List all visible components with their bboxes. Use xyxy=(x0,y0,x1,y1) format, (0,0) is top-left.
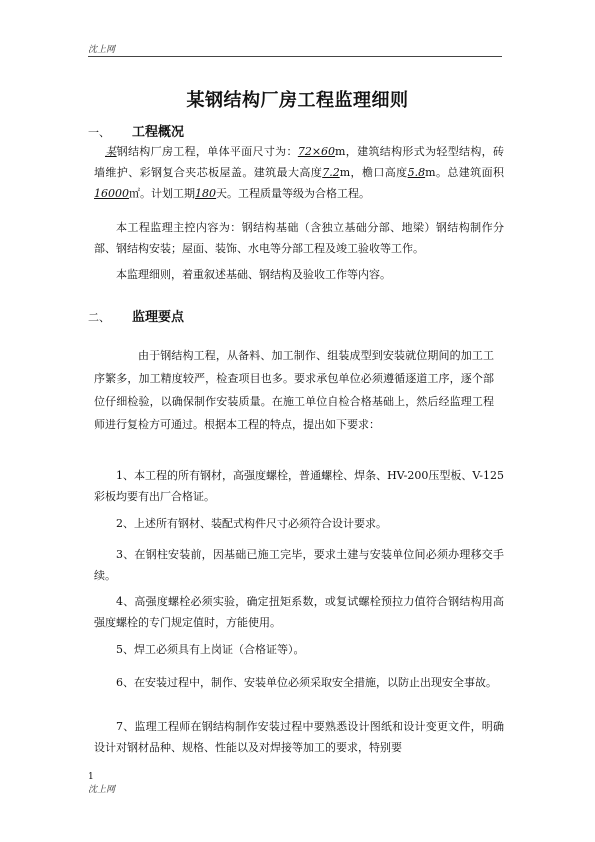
underlined-value: 16000 xyxy=(94,187,129,200)
section-number: 一、 xyxy=(88,126,110,139)
section-number: 二、 xyxy=(88,311,110,324)
page-number: 1 xyxy=(88,772,94,782)
underlined-value: 180 xyxy=(195,187,216,200)
header-rule xyxy=(88,56,502,57)
document-title: 某钢结构厂房工程监理细则 xyxy=(186,90,409,111)
page-header: 沈上网 xyxy=(88,45,116,55)
requirement-item: 4、高强度螺栓必须实验，确定扭矩系数，或复试螺栓预拉力值符合钢结构用高强度螺栓的专门规定值时，方能使用。 xyxy=(94,595,504,629)
underlined-value: 72×60 xyxy=(297,145,336,158)
overview-paragraph: 某钢结构厂房工程，单体平面尺寸为：72×60m，建筑结构形式为轻型结构，砖墙维护、彩钢复合夹芯板屋盖。建筑最大高度7.2m，檐口高度5.8m。总建筑面积16000㎡。计划工期180天。工程质量等级为合格工程。 xyxy=(94,145,505,200)
requirement-item: 1、本工程的所有钢材，高强度螺栓，普通螺栓、焊条、HV-200压型板、V-125彩板均要有出厂合格证。 xyxy=(94,469,504,503)
underlined-value: 5.8 xyxy=(407,166,426,179)
section-heading-key-points xyxy=(88,306,184,325)
section-title: 工程概况 xyxy=(132,125,185,140)
section-title: 监理要点 xyxy=(132,310,185,325)
requirement-item: 2、上述所有钢材、装配式构件尺寸必须符合设计要求。 xyxy=(116,517,387,530)
page-footer: 沈上网 xyxy=(88,785,116,795)
scope-paragraph: 本工程监理主控内容为：钢结构基础（含独立基础分部、地梁）钢结构制作分部、钢结构安装；屋面、装饰、水电等分部工程及竣工验收等工作。 xyxy=(94,221,504,255)
underlined-value: 7.2 xyxy=(322,166,340,179)
focus-paragraph: 本监理细则，着重叙述基础、钢结构及验收工作等内容。 xyxy=(116,268,391,281)
section-heading-overview xyxy=(88,121,184,140)
key-points-intro: 由于钢结构工程，从备料、加工制作、组装成型到安装就位期间的加工工序繁多，加工精度较严，检查项目也多。要求承包单位必须遵循逐道工序，逐个部位仔细检验，以确保制作安装质量。在施工单位自检合格基础上，然后经监理工程师进行复检方可通过。根据本工程的特点，提出如下要求： xyxy=(94,349,494,431)
requirement-item: 6、在安装过程中，制作、安装单位必须采取安全措施，以防止出现安全事故。 xyxy=(116,676,497,689)
requirement-item: 5、焊工必须具有上岗证（合格证等）。 xyxy=(116,643,305,656)
requirement-item: 3、在钢柱安装前，因基础已施工完毕，要求土建与安装单位间必须办理移交手续。 xyxy=(94,548,504,582)
requirement-item: 7、监理工程师在钢结构制作安装过程中要熟悉设计图纸和设计变更文件，明确设计对钢材品种、规格、性能以及对焊接等加工的要求，特别要 xyxy=(94,720,504,754)
underlined-value: 某 xyxy=(105,145,117,158)
